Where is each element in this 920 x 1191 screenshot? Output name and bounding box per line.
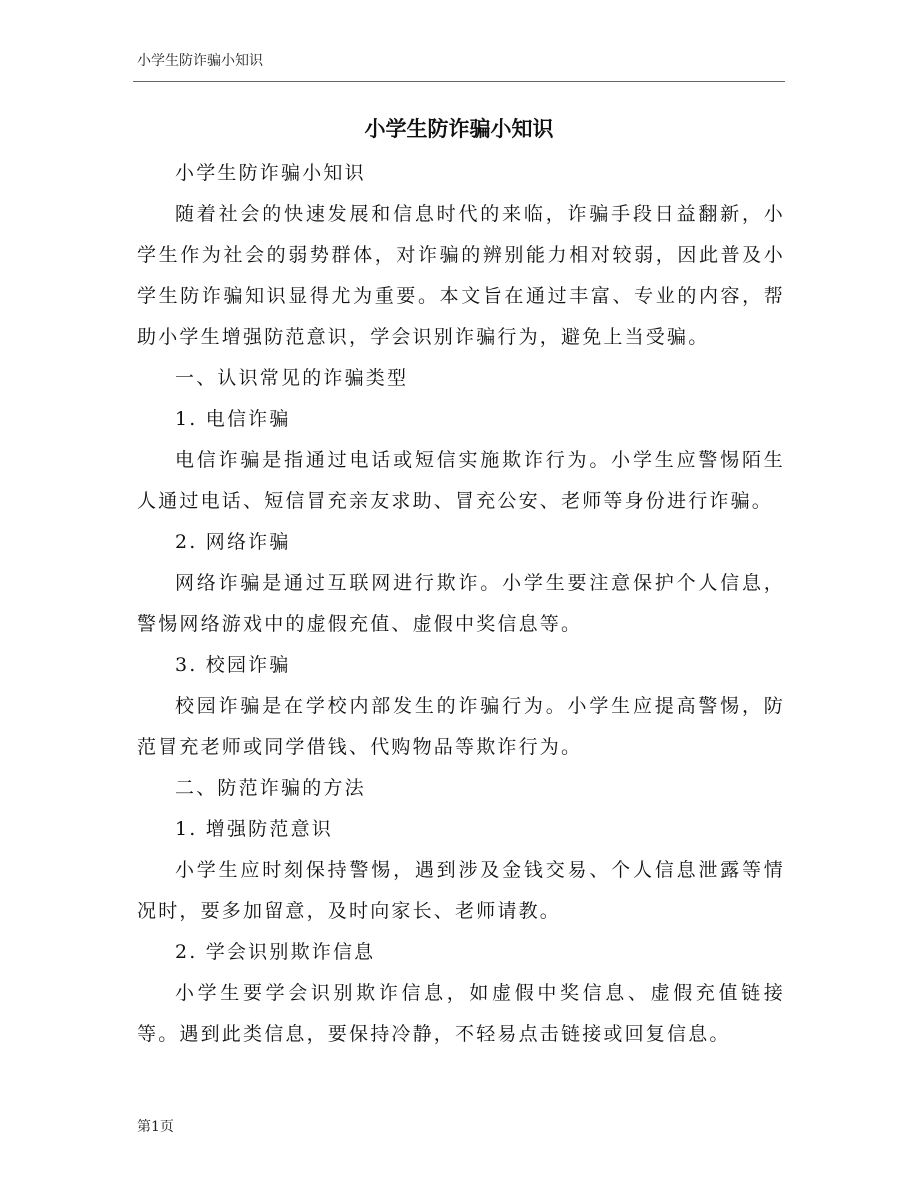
subheading-campus-fraud: 3. 校园诈骗 xyxy=(175,654,291,676)
paragraph-awareness: 小学生应时刻保持警惕，遇到涉及金钱交易、个人信息泄露等情况时，要多加留意，及时向家长、老师请教。 xyxy=(137,859,785,922)
section-heading-methods: 二、防范诈骗的方法 xyxy=(175,777,366,799)
subheading-awareness: 1. 增强防范意识 xyxy=(175,818,333,840)
subheading-telecom-fraud: 1. 电信诈骗 xyxy=(175,408,291,430)
page-number: 第1页 xyxy=(137,1119,174,1135)
paragraph-intro: 随着社会的快速发展和信息时代的来临，诈骗手段日益翻新，小学生作为社会的弱势群体，对诈骗的辨别能力相对较弱，因此普及小学生防诈骗知识显得尤为重要。本文旨在通过丰富、专业的内容，帮助小学生增强防范意识，学会识别诈骗行为，避免上当受骗。 xyxy=(137,203,785,348)
paragraph-campus-fraud: 校园诈骗是在学校内部发生的诈骗行为。小学生应提高警惕，防范冒充老师或同学借钱、代购物品等欺诈行为。 xyxy=(137,695,785,758)
paragraph-identify: 小学生要学会识别欺诈信息，如虚假中奖信息、虚假充值链接等。遇到此类信息，要保持冷静，不轻易点击链接或回复信息。 xyxy=(137,982,785,1045)
subheading-online-fraud: 2. 网络诈骗 xyxy=(175,531,291,553)
header-divider xyxy=(133,81,785,82)
paragraph-subtitle: 小学生防诈骗小知识 xyxy=(175,162,366,184)
running-header: 小学生防诈骗小知识 xyxy=(137,53,263,69)
paragraph-online-fraud: 网络诈骗是通过互联网进行欺诈。小学生要注意保护个人信息，警惕网络游戏中的虚假充值、虚假中奖信息等。 xyxy=(137,572,785,635)
paragraph-telecom-fraud: 电信诈骗是指通过电话或短信实施欺诈行为。小学生应警惕陌生人通过电话、短信冒充亲友求助、冒充公安、老师等身份进行诈骗。 xyxy=(137,449,785,512)
section-heading-types: 一、认识常见的诈骗类型 xyxy=(175,367,409,389)
subheading-identify: 2. 学会识别欺诈信息 xyxy=(175,941,376,963)
document-body xyxy=(137,153,785,1055)
document-title: 小学生防诈骗小知识 xyxy=(364,117,554,141)
